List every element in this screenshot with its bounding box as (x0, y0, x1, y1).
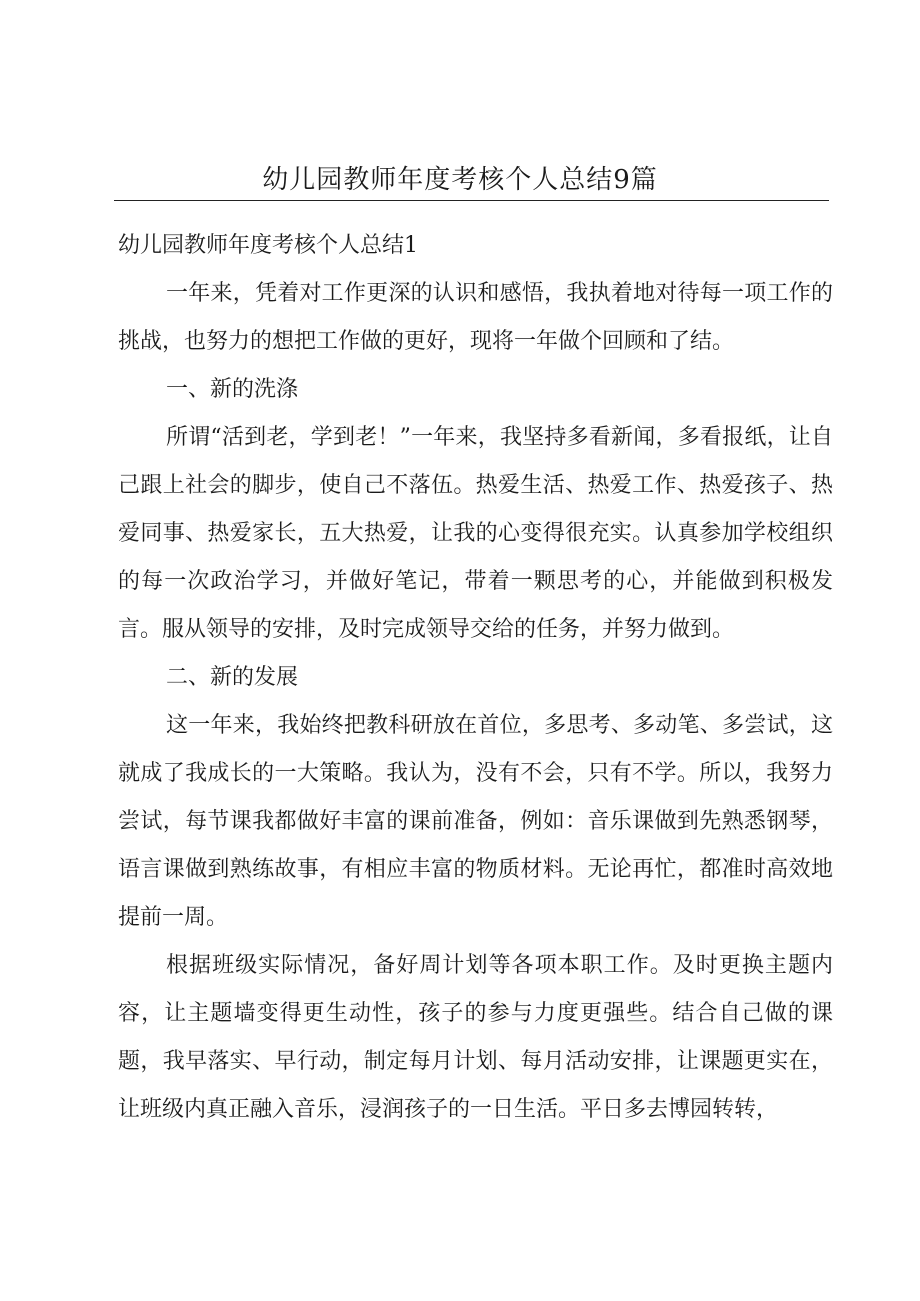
paragraph-intro: 一年来，凭着对工作更深的认识和感悟，我执着地对待每一项工作的挑战，也努力的想把工作做的更好，现将一年做个回顾和了结。 (118, 281, 833, 354)
paragraph-development: 这一年来，我始终把教科研放在首位，多思考、多动笔、多尝试，这就成了我成长的一大策略。我认为，没有不会，只有不学。所以，我努力尝试，每节课我都做好丰富的课前准备，例如：音乐课做到先熟悉钢琴，语言课做到熟练故事，有相应丰富的物质材料。无论再忙，都准时高效地提前一周。 (118, 713, 833, 930)
paragraph-learning: 所谓“活到老，学到老！”一年来，我坚持多看新闻，多看报纸，让自己跟上社会的脚步，使自己不落伍。热爱生活、热爱工作、热爱孩子、热爱同事、热爱家长，五大热爱，让我的心变得很充实。认真参加学校组织的每一次政治学习，并做好笔记，带着一颗思考的心，并能做到积极发言。服从领导的安排，及时完成领导交给的任务，并努力做到。 (118, 425, 833, 642)
title-underline (114, 200, 829, 201)
section-heading-1: 一、新的洗涤 (166, 377, 299, 402)
section-heading-2: 二、新的发展 (166, 665, 299, 690)
document-body (118, 222, 833, 1134)
paragraph-class-work: 根据班级实际情况，备好周计划等各项本职工作。及时更换主题内容，让主题墙变得更生动性，孩子的参与力度更强些。结合自己做的课题，我早落实、早行动，制定每月计划、每月活动安排，让课题更实在，让班级内真正融入音乐，浸润孩子的一日生活。平日多去博园转转， (118, 953, 833, 1122)
document-title: 幼儿园教师年度考核个人总结9篇 (262, 165, 658, 195)
section-subtitle: 幼儿园教师年度考核个人总结1 (118, 233, 418, 258)
